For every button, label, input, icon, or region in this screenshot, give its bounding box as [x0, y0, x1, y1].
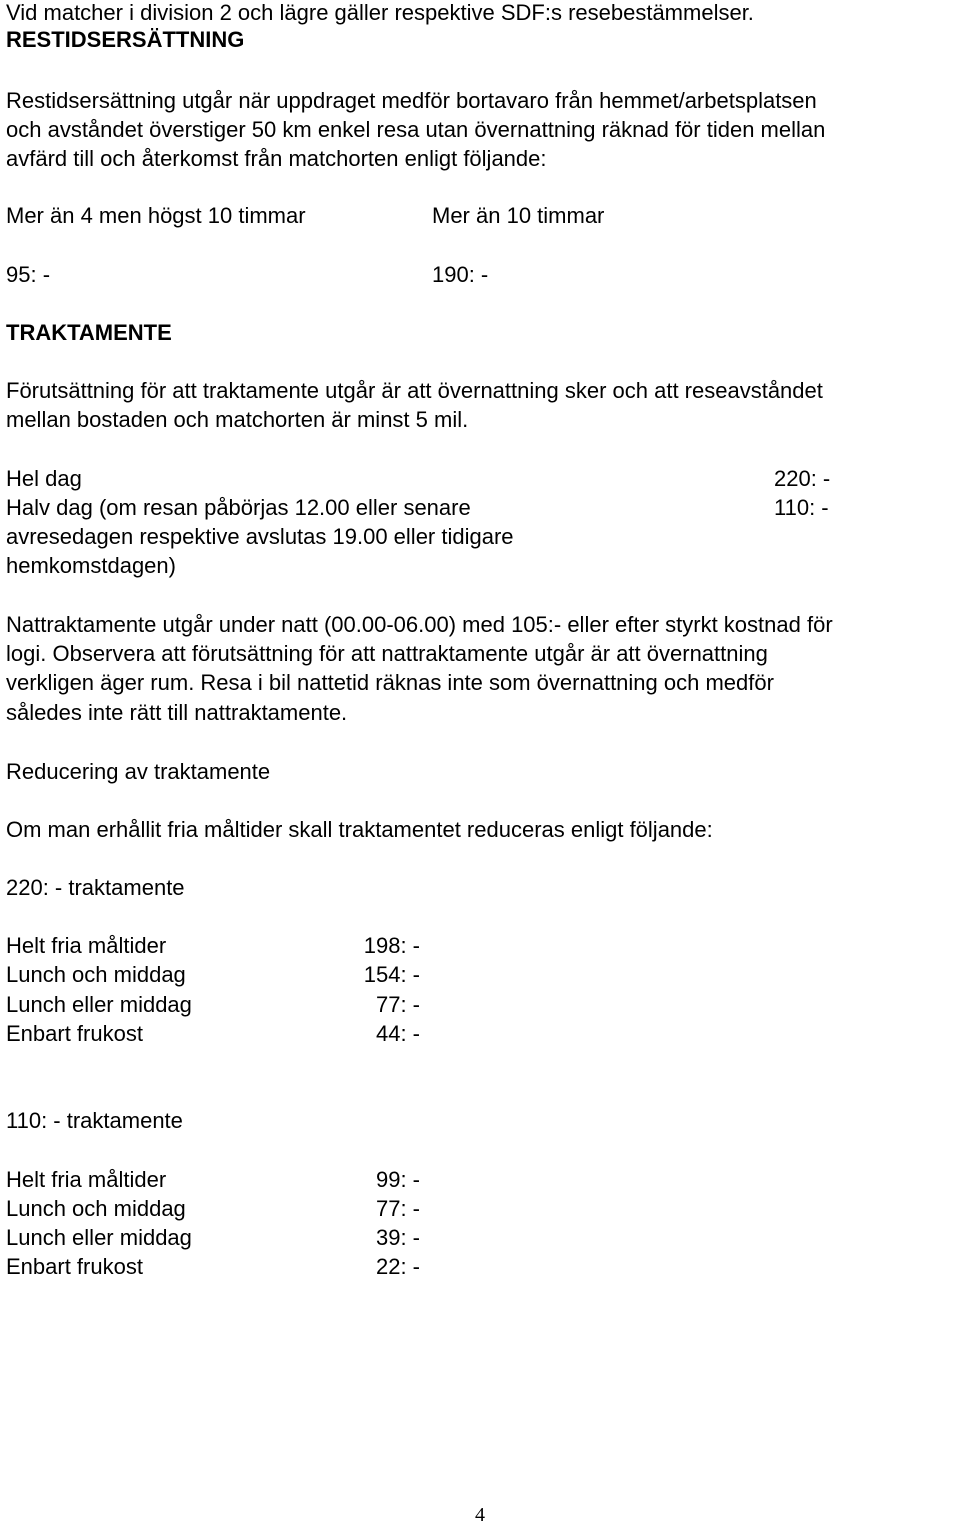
rate-value-4-10h: 95: - — [6, 262, 51, 287]
paragraph-line: verkligen äger rum. Resa i bil nattetid räknas inte som övernattning och medför — [6, 670, 774, 695]
reduction-row-label: Lunch eller middag — [6, 992, 192, 1017]
restid-heading: RESTIDSERSÄTTNING — [6, 27, 245, 52]
reduction-row-value: 77: - — [375, 1196, 420, 1221]
paragraph-line: och avståndet överstiger 50 km enkel resa utan övernattning räknad för tiden mellan — [6, 117, 826, 142]
rate-label-4-10h: Mer än 4 men högst 10 timmar — [6, 203, 306, 228]
reduction-row-label: Helt fria måltider — [6, 933, 167, 958]
reduction-row-value: 44: - — [375, 1021, 420, 1046]
paragraph-line: mellan bostaden och matchorten är minst 5 mil. — [6, 407, 469, 432]
hel-dag-value: 220: - — [774, 466, 831, 491]
reducering-intro: Om man erhållit fria måltider skall traktamentet reduceras enligt följande: — [6, 817, 713, 842]
paragraph-line: Restidsersättning utgår när uppdraget medför bortavaro från hemmet/arbetsplatsen — [6, 88, 817, 113]
reduction-row-value: 154: - — [363, 962, 420, 987]
halv-dag-label-line: hemkomstdagen) — [6, 553, 176, 578]
hel-dag-label: Hel dag — [6, 466, 82, 491]
halv-dag-label-line: Halv dag (om resan påbörjas 12.00 eller senare — [6, 495, 471, 520]
reduction-row-label: Helt fria måltider — [6, 1167, 167, 1192]
reduction-table-title: 110: - traktamente — [6, 1108, 183, 1133]
reduction-row-value: 22: - — [375, 1254, 420, 1279]
halv-dag-label-line: avresedagen respektive avslutas 19.00 eller tidigare — [6, 524, 514, 549]
reduction-row-label: Lunch eller middag — [6, 1225, 192, 1250]
paragraph-line: således inte rätt till nattraktamente. — [6, 700, 348, 725]
reducering-heading: Reducering av traktamente — [6, 759, 271, 784]
reduction-row-value: 99: - — [375, 1167, 420, 1192]
halv-dag-value: 110: - — [774, 495, 829, 520]
reduction-row-value: 198: - — [363, 933, 420, 958]
paragraph-line: Förutsättning för att traktamente utgår är att övernattning sker och att reseavståndet — [6, 378, 823, 403]
intro-line: Vid matcher i division 2 och lägre gäller respektive SDF:s resebestämmelser. — [6, 0, 754, 25]
page-number: 4 — [475, 1504, 485, 1526]
paragraph-line: logi. Observera att förutsättning för att nattraktamente utgår är att övernattning — [6, 641, 768, 666]
paragraph-line: Nattraktamente utgår under natt (00.00-06.00) med 105:- eller efter styrkt kostnad för — [6, 612, 833, 637]
reduction-row-label: Lunch och middag — [6, 962, 186, 987]
paragraph-line: avfärd till och återkomst från matchorten enligt följande: — [6, 146, 547, 171]
reduction-row-value: 77: - — [375, 992, 420, 1017]
rate-label-over-10h: Mer än 10 timmar — [432, 203, 605, 228]
reduction-row-label: Enbart frukost — [6, 1021, 143, 1046]
reduction-row-label: Lunch och middag — [6, 1196, 186, 1221]
reduction-row-label: Enbart frukost — [6, 1254, 143, 1279]
rate-value-over-10h: 190: - — [432, 262, 489, 287]
reduction-row-value: 39: - — [375, 1225, 420, 1250]
traktamente-heading: TRAKTAMENTE — [6, 320, 172, 345]
reduction-table-title: 220: - traktamente — [6, 875, 185, 900]
